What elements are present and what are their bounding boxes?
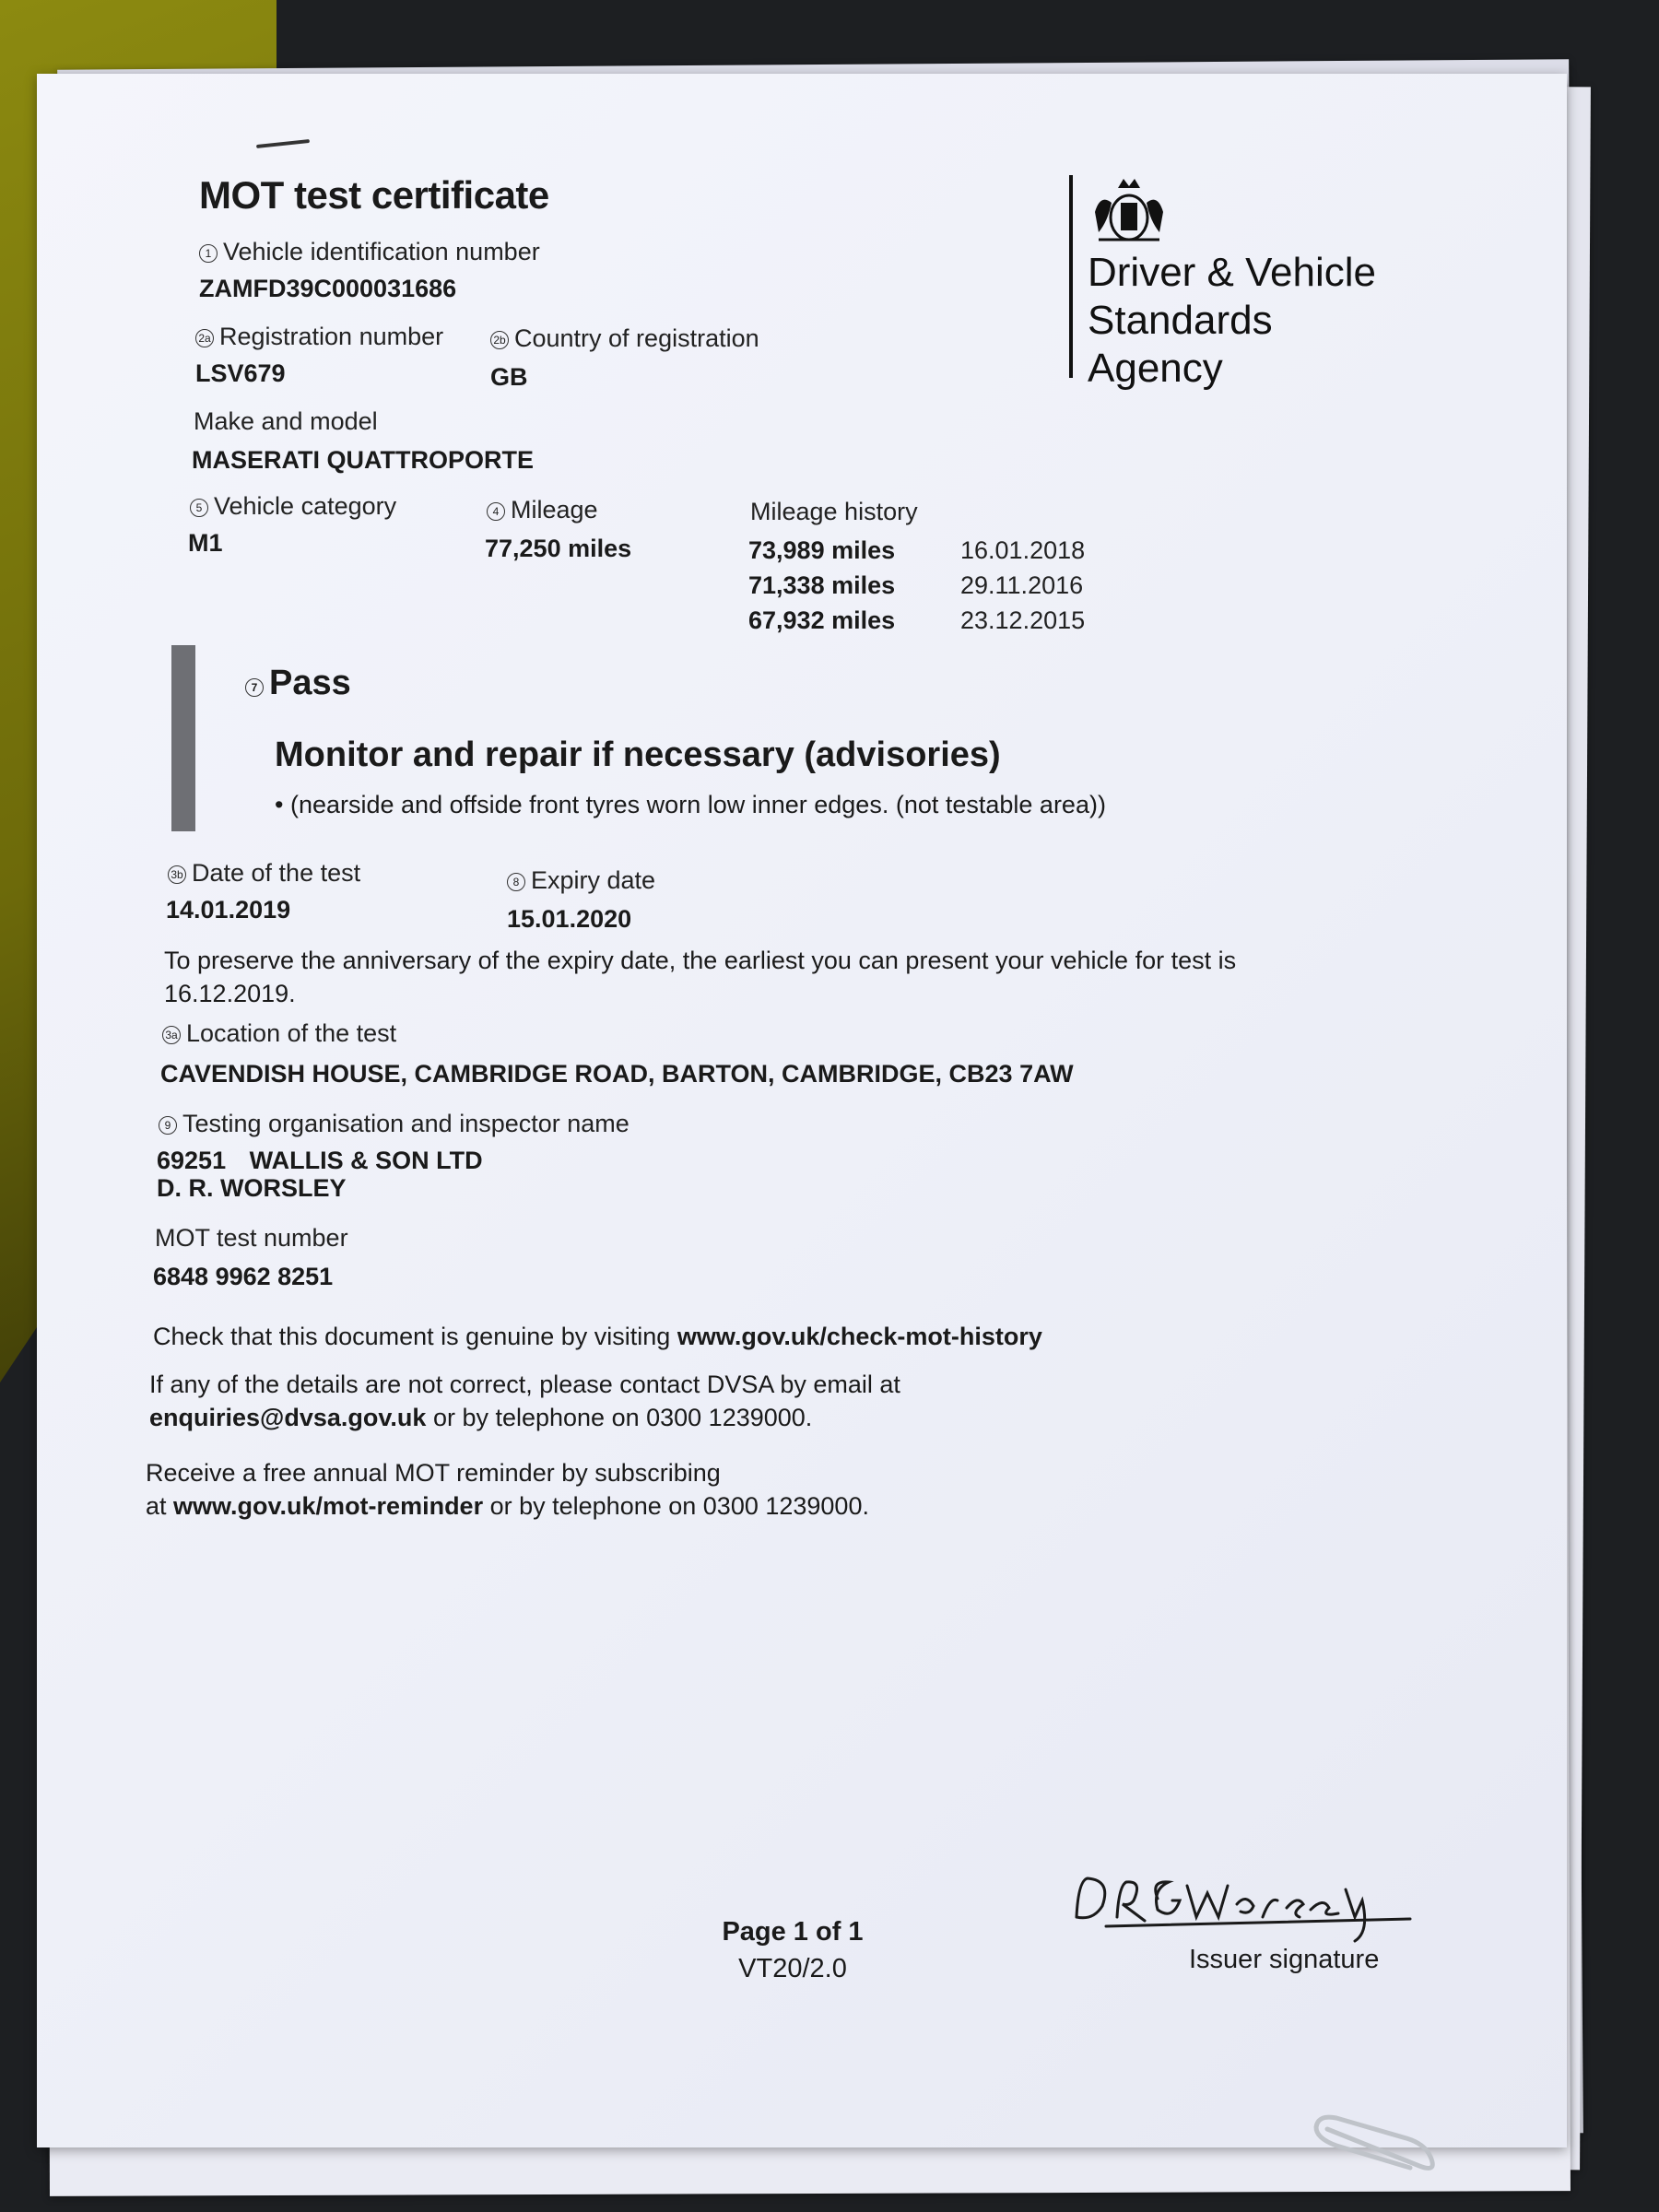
page-title: MOT test certificate (199, 173, 549, 217)
inspector-name: D. R. WORSLEY (157, 1174, 347, 1202)
agency-line: Standards (1088, 298, 1273, 343)
contact-email-link[interactable]: enquiries@dvsa.gov.uk (149, 1404, 427, 1431)
location-label-row (162, 1019, 396, 1048)
category-label: Vehicle category (214, 492, 397, 520)
issuer-signature-image (1069, 1853, 1456, 1945)
field-number: 4 (487, 502, 505, 521)
advisory-item (275, 791, 1106, 819)
agency-divider (1069, 175, 1073, 378)
paper-clip-icon (1309, 2111, 1447, 2184)
result-row (245, 664, 351, 703)
result-label: Pass (269, 664, 351, 702)
field-number: 8 (507, 873, 525, 891)
reminder-line (146, 1489, 869, 1523)
expiry-date-label-row (507, 866, 655, 895)
anniversary-note-line: To preserve the anniversary of the expiry date, the earliest you can present your vehicle for test is (164, 947, 1237, 974)
check-url-link[interactable]: www.gov.uk/check-mot-history (677, 1323, 1042, 1350)
anniversary-note-line: 16.12.2019. (164, 980, 296, 1007)
reminder-phone-text: or by telephone on 0300 1239000. (489, 1492, 869, 1520)
vin-label: Vehicle identification number (223, 238, 540, 265)
mileage-history-miles: 67,932 miles (748, 606, 896, 634)
field-number: 5 (190, 499, 208, 517)
country-value: GB (490, 363, 528, 391)
staple (256, 139, 310, 148)
agency-name (1088, 249, 1376, 393)
reminder-at: at (146, 1492, 167, 1520)
test-date-label: Date of the test (192, 859, 361, 887)
registration-value: LSV679 (195, 359, 286, 387)
country-label-row (490, 324, 759, 353)
registration-label-row (195, 323, 443, 351)
issuer-signature-label: Issuer signature (1189, 1945, 1380, 1974)
expiry-date-value: 15.01.2020 (507, 905, 632, 933)
mot-certificate-page (37, 74, 1567, 2147)
page-number: Page 1 of 1 (722, 1917, 864, 1947)
anniversary-note (164, 944, 1362, 1010)
mileage-label-row (487, 496, 598, 524)
mileage-history-miles: 73,989 miles (748, 536, 896, 564)
registration-label: Registration number (219, 323, 444, 350)
check-line (153, 1320, 1042, 1353)
location-label: Location of the test (186, 1019, 397, 1047)
reminder-block (146, 1456, 869, 1523)
organisation-row (157, 1147, 483, 1175)
reminder-url-link[interactable]: www.gov.uk/mot-reminder (173, 1492, 484, 1520)
organisation-label-row (159, 1110, 629, 1138)
field-number: 2a (195, 329, 214, 347)
form-code: VT20/2.0 (738, 1954, 847, 1983)
test-date-label-row (168, 859, 360, 888)
field-number: 7 (245, 678, 264, 697)
agency-line: Agency (1088, 346, 1223, 391)
field-number: 1 (199, 244, 218, 263)
test-number-value: 6848 9962 8251 (153, 1263, 334, 1290)
organisation-label: Testing organisation and inspector name (182, 1110, 629, 1137)
test-date-value: 14.01.2019 (166, 896, 291, 924)
contact-phone-text: or by telephone on 0300 1239000. (432, 1404, 813, 1431)
mileage-history-date: 16.01.2018 (960, 536, 1086, 564)
contact-block (149, 1368, 900, 1434)
reminder-line: Receive a free annual MOT reminder by subscribing (146, 1459, 721, 1487)
advisory-text: (nearside and offside front tyres worn low inner edges. (not testable area)) (289, 791, 1106, 818)
location-value: CAVENDISH HOUSE, CAMBRIDGE ROAD, BARTON, CAMBRIDGE, CB23 7AW (160, 1060, 1074, 1088)
mileage-value: 77,250 miles (485, 535, 632, 562)
contact-line (149, 1401, 900, 1434)
agency-line: Driver & Vehicle (1088, 250, 1377, 295)
advisories-heading: Monitor and repair if necessary (advisories) (275, 735, 1001, 774)
organisation-code: 69251 (157, 1147, 227, 1174)
organisation-name: WALLIS & SON LTD (249, 1147, 483, 1174)
expiry-date-label: Expiry date (531, 866, 656, 894)
field-number: 2b (490, 331, 509, 349)
mileage-history-date: 29.11.2016 (960, 571, 1084, 599)
contact-line: If any of the details are not correct, please contact DVSA by email at (149, 1371, 900, 1398)
mileage-history-date: 23.12.2015 (960, 606, 1086, 634)
royal-crest-icon (1088, 175, 1171, 247)
vin-value: ZAMFD39C000031686 (199, 275, 457, 302)
category-value: M1 (188, 529, 223, 557)
check-text: Check that this document is genuine by visiting (153, 1323, 671, 1350)
bullet: • (275, 791, 290, 818)
category-label-row (190, 492, 396, 521)
test-number-label: MOT test number (155, 1224, 348, 1252)
make-model-label: Make and model (194, 407, 378, 435)
field-number: 9 (159, 1116, 177, 1135)
mileage-history-label: Mileage history (750, 498, 918, 525)
pass-status-bar (171, 645, 195, 831)
field-number: 3a (162, 1026, 181, 1044)
make-model-value: MASERATI QUATTROPORTE (192, 446, 534, 474)
vin-label-row (199, 238, 540, 266)
mileage-label: Mileage (511, 496, 598, 524)
country-label: Country of registration (514, 324, 759, 352)
mileage-history-miles: 71,338 miles (748, 571, 896, 599)
field-number: 3b (168, 865, 186, 884)
